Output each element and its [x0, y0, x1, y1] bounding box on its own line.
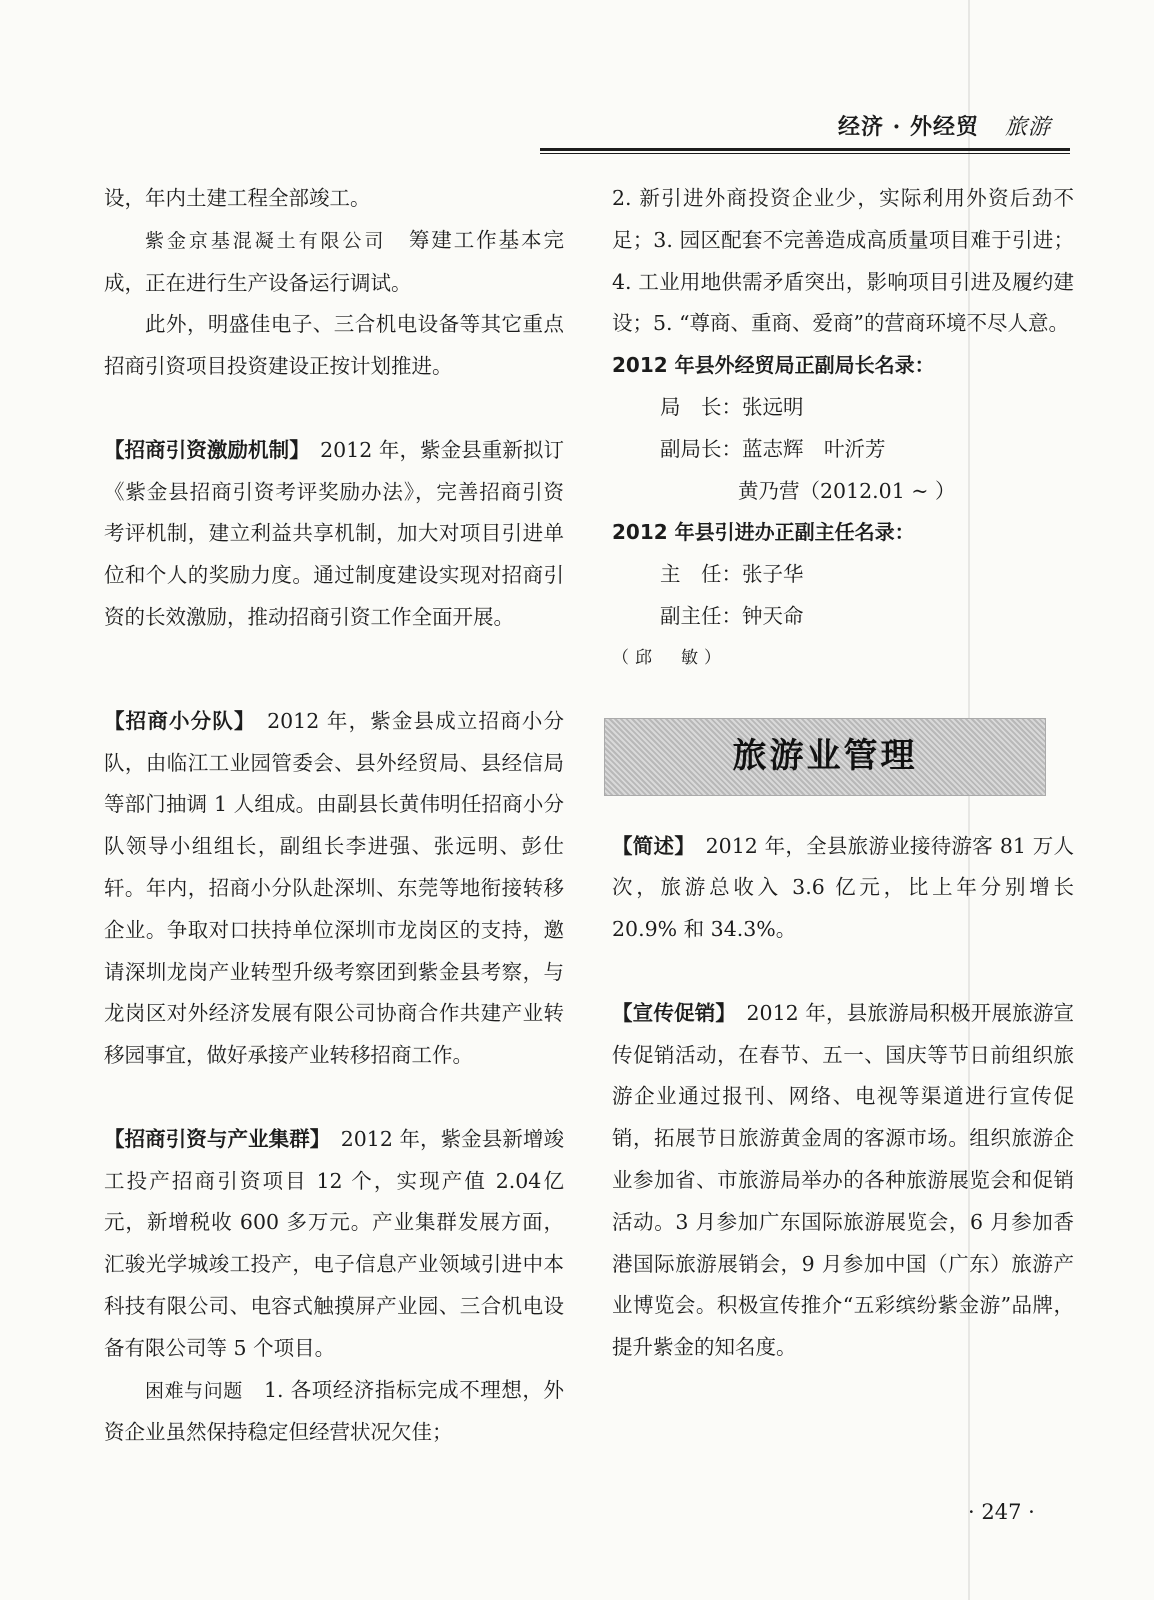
left-paragraph-1: 设，年内土建工程全部竣工。 — [104, 186, 371, 210]
right-paragraph-1: 2. 新引进外商投资企业少，实际利用外资后劲不足；3. 园区配套不完善造成高质量项目难于引进；4. 工业用地供需矛盾突出，影响项目引进及履约建设；5. “尊商、重商、爱商”的营商环境不尽人意。 — [612, 186, 1074, 336]
page-number: · 247 · — [968, 1500, 1035, 1524]
section-overview-title: 【简述】 — [612, 833, 685, 858]
section-team-text: 2012 年，紫金县成立招商小分队，由临江工业园管委会、县外经贸局、县经信局等部门抽调 1 人组成。由副县长黄伟明任招商小分队领导小组组长，副组长李进强、张远明、彭仕轩。年内，招商小分队赴深圳、东莞等地衔接转移企业。争取对口扶持单位深圳市龙岗区的支持，邀请深圳龙岗产业转型升级考察团到紫金县考察，与龙岗区对外经济发展有限公司协商合作共建产业转移园事宜，做好承接产业转移招商工作。 — [104, 708, 565, 1068]
section-incentive-title: 【招商引资激励机制】 — [104, 437, 300, 462]
company-name: 紫金京基混凝土有限公司 — [145, 229, 387, 252]
section-promotion — [612, 993, 1074, 1369]
company-text: 筹建工作基本完成，正在进行生产设备运行调试。 — [104, 227, 565, 295]
section-incentive-text: 2012 年，紫金县重新拟订《紫金县招商引资考评奖励办法》，完善招商引资考评机制，建立利益共享机制，加大对项目引进单位和个人的奖励力度。通过制度建设实现对招商引资的长效激励，推动招商引资工作全面开展。 — [104, 437, 564, 629]
list-bureau-director: 局 长：张远明 — [660, 394, 804, 419]
section-team-title: 【招商小分队】 — [104, 708, 246, 733]
author-credit: （邱 敏） — [612, 647, 727, 668]
section-overview-text: 2012 年，全县旅游业接待游客 81 万人次，旅游总收入 3.6 亿元，比上年分别增长 20.9% 和 34.3%。 — [612, 833, 1075, 942]
header-rule — [540, 148, 1070, 151]
running-header — [838, 110, 1058, 141]
left-column — [104, 178, 564, 1454]
left-paragraph-2 — [104, 220, 564, 305]
section-cluster — [104, 1119, 564, 1370]
section-cluster-title: 【招商引资与产业集群】 — [104, 1126, 321, 1151]
section-overview — [612, 826, 1074, 951]
section-banner-tourism — [604, 718, 1046, 796]
section-problems-title: 困难与问题 — [145, 1379, 243, 1402]
section-cluster-text: 2012 年，紫金县新增竣工投产招商引资项目 12 个，实现产值 2.04亿元，新增税收 600 多万元。产业集群发展方面，汇骏光学城竣工投产，电子信息产业领域引进中本科技有限公司、电容式触摸屏产业园、三合机电设备有限公司等 5 个项目。 — [104, 1126, 564, 1360]
section-team — [104, 701, 564, 1077]
section-promotion-title: 【宣传促销】 — [612, 1000, 726, 1025]
header-subsection: 旅游 — [1004, 115, 1051, 140]
list-office-deputy: 副主任：钟天命 — [660, 603, 804, 628]
left-paragraph-3: 此外，明盛佳电子、三合机电设备等其它重点招商引资项目投资建设正按计划推进。 — [104, 312, 564, 379]
section-banner-title: 旅游业管理 — [732, 735, 918, 776]
section-problems-text: 1. 各项经济指标完成不理想，外资企业虽然保持稳定但经营状况欠佳； — [104, 1377, 564, 1445]
section-promotion-text: 2012 年，县旅游局积极开展旅游宣传促销活动，在春节、五一、国庆等节日前组织旅游企业通过报刊、网络、电视等渠道进行宣传促销，拓展节日旅游黄金周的客源市场。组织旅游企业参加省、市旅游局举办的各种旅游展览会和促销活动。3 月参加广东国际旅游展览会，6 月参加香港国际旅游展销会，9 月参加中国（广东）旅游产业博览会。积极宣传推介“五彩缤纷紫金游”品牌，提升紫金的知名度。 — [612, 1000, 1075, 1360]
list-office-heading: 2012 年县引进办正副主任名录： — [612, 520, 915, 545]
list-bureau-deputies-cont: 黄乃营（2012.01 ~ ） — [738, 478, 956, 503]
header-section: 经济 · 外经贸 — [838, 114, 979, 140]
list-bureau-deputies: 副局长：蓝志辉 叶沂芳 — [660, 436, 886, 461]
section-problems — [104, 1370, 564, 1455]
section-incentive — [104, 430, 564, 639]
right-column — [612, 178, 1074, 1369]
list-bureau-heading: 2012 年县外经贸局正副局长名录： — [612, 353, 935, 378]
list-office-director: 主 任：张子华 — [660, 562, 804, 587]
